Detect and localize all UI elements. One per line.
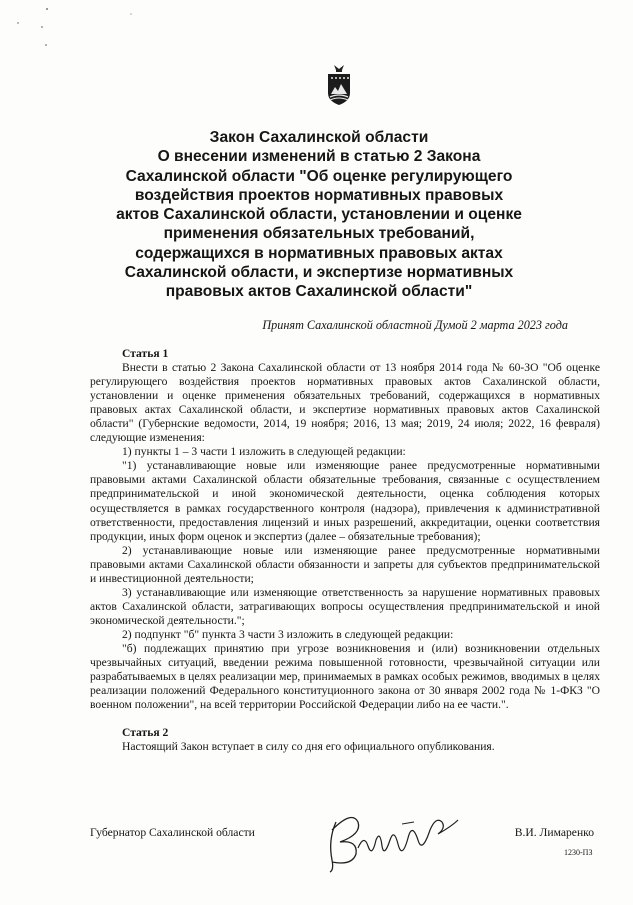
article-2-heading: Статья 2 — [122, 726, 169, 740]
document-code: 1230-ПЗ — [564, 848, 593, 857]
title-line: Закон Сахалинской области — [209, 129, 429, 146]
article-1-intro: Внести в статью 2 Закона Сахалинской области от 13 ноября 2014 года № 60-ЗО "Об оценке регулирующего воздействия проектов нормативных правовых актов Сахалинской области, установлении и оценке применения обязательных требований, содержащихся в нормативных правовых актах Сахалинской области, и экспертизе нормативных правовых актов Сахалинской области" (Губернские ведомости, 2014, 19 ноября; 2016, 13 мая; 2019, 24 июля; 2022, 16 февраля) следующие изменения: — [90, 361, 600, 445]
adoption-note: Принят Сахалинской областной Думой 2 марта 2023 года — [262, 318, 568, 332]
title-line: применения обязательных требований, — [163, 225, 475, 243]
quoted-point-2: 2) устанавливающие новые или изменяющие ранее предусмотренные нормативными правовыми актами Сахалинской области обязанности и запреты для субъектов предпринимательской и инвестиционной деятельности; — [90, 543, 600, 585]
title-line: воздействия проектов нормативных правовых — [134, 186, 504, 204]
title-line: актов Сахалинской области, установлении и оценке — [116, 206, 522, 224]
coat-of-arms-emblem-icon — [325, 63, 353, 107]
title-line: Сахалинской области, и экспертизе нормативных — [124, 264, 514, 282]
quoted-point-1: "1) устанавливающие новые или изменяющие ранее предусмотренные нормативными правовыми актами Сахалинской области обязательные требования, связанные с осуществлением предпринимательской и иной экономической деятельности, оценка соблюдения которых осуществляется в рамках государственного контроля (надзора), привлечения к административной ответственности, предоставления лицензий и иных разрешений, аккредитации, оценки соответствия продукции, иных форм оценок и экспертиз (далее – обязательные требования); — [90, 459, 600, 543]
quoted-subpoint-b: "б) подлежащих принятию при угрозе возникновения и (или) возникновении отдельных чрезвычайных ситуаций, введении режима повышенной готовности, чрезвычайной ситуации или разрабатываемых в целях реализации мер, принимаемых в рамках особых режимов, вводимых в целях реализации положений Федерального конституционного закона от 30 января 2002 года № 1-ФКЗ "О военном положении", на всей территории Российской Федерации либо на ее части.". — [90, 641, 600, 712]
quoted-point-3: 3) устанавливающие или изменяющие ответственность за нарушение нормативных правовых актов Сахалинской области, затрагивающих вопросы осуществления предпринимательской и иной экономической деятельности."; — [90, 585, 600, 627]
scan-specks — [0, 0, 633, 60]
handwritten-signature — [318, 800, 478, 874]
amendment-item-1: 1) пункты 1 – 3 части 1 изложить в следующей редакции: — [122, 445, 406, 459]
article-2-text: Настоящий Закон вступает в силу со дня его официального опубликования. — [122, 740, 495, 754]
governor-name: В.И. Лимаренко — [514, 826, 594, 839]
amendment-item-2: 2) подпункт "б" пункта 3 части 3 изложить в следующей редакции: — [122, 627, 454, 641]
title-line: содержащихся в нормативных правовых актах — [135, 244, 503, 262]
law-title — [60, 128, 578, 302]
title-line: Сахалинской области "Об оценке регулирующего — [125, 167, 513, 185]
article-1-heading: Статья 1 — [122, 347, 169, 360]
law-body — [90, 347, 600, 754]
title-line: правовых актов Сахалинской области" — [165, 283, 473, 301]
title-line: О внесении изменений в статью 2 Закона — [157, 148, 481, 166]
governor-title: Губернатор Сахалинской области — [90, 826, 255, 839]
